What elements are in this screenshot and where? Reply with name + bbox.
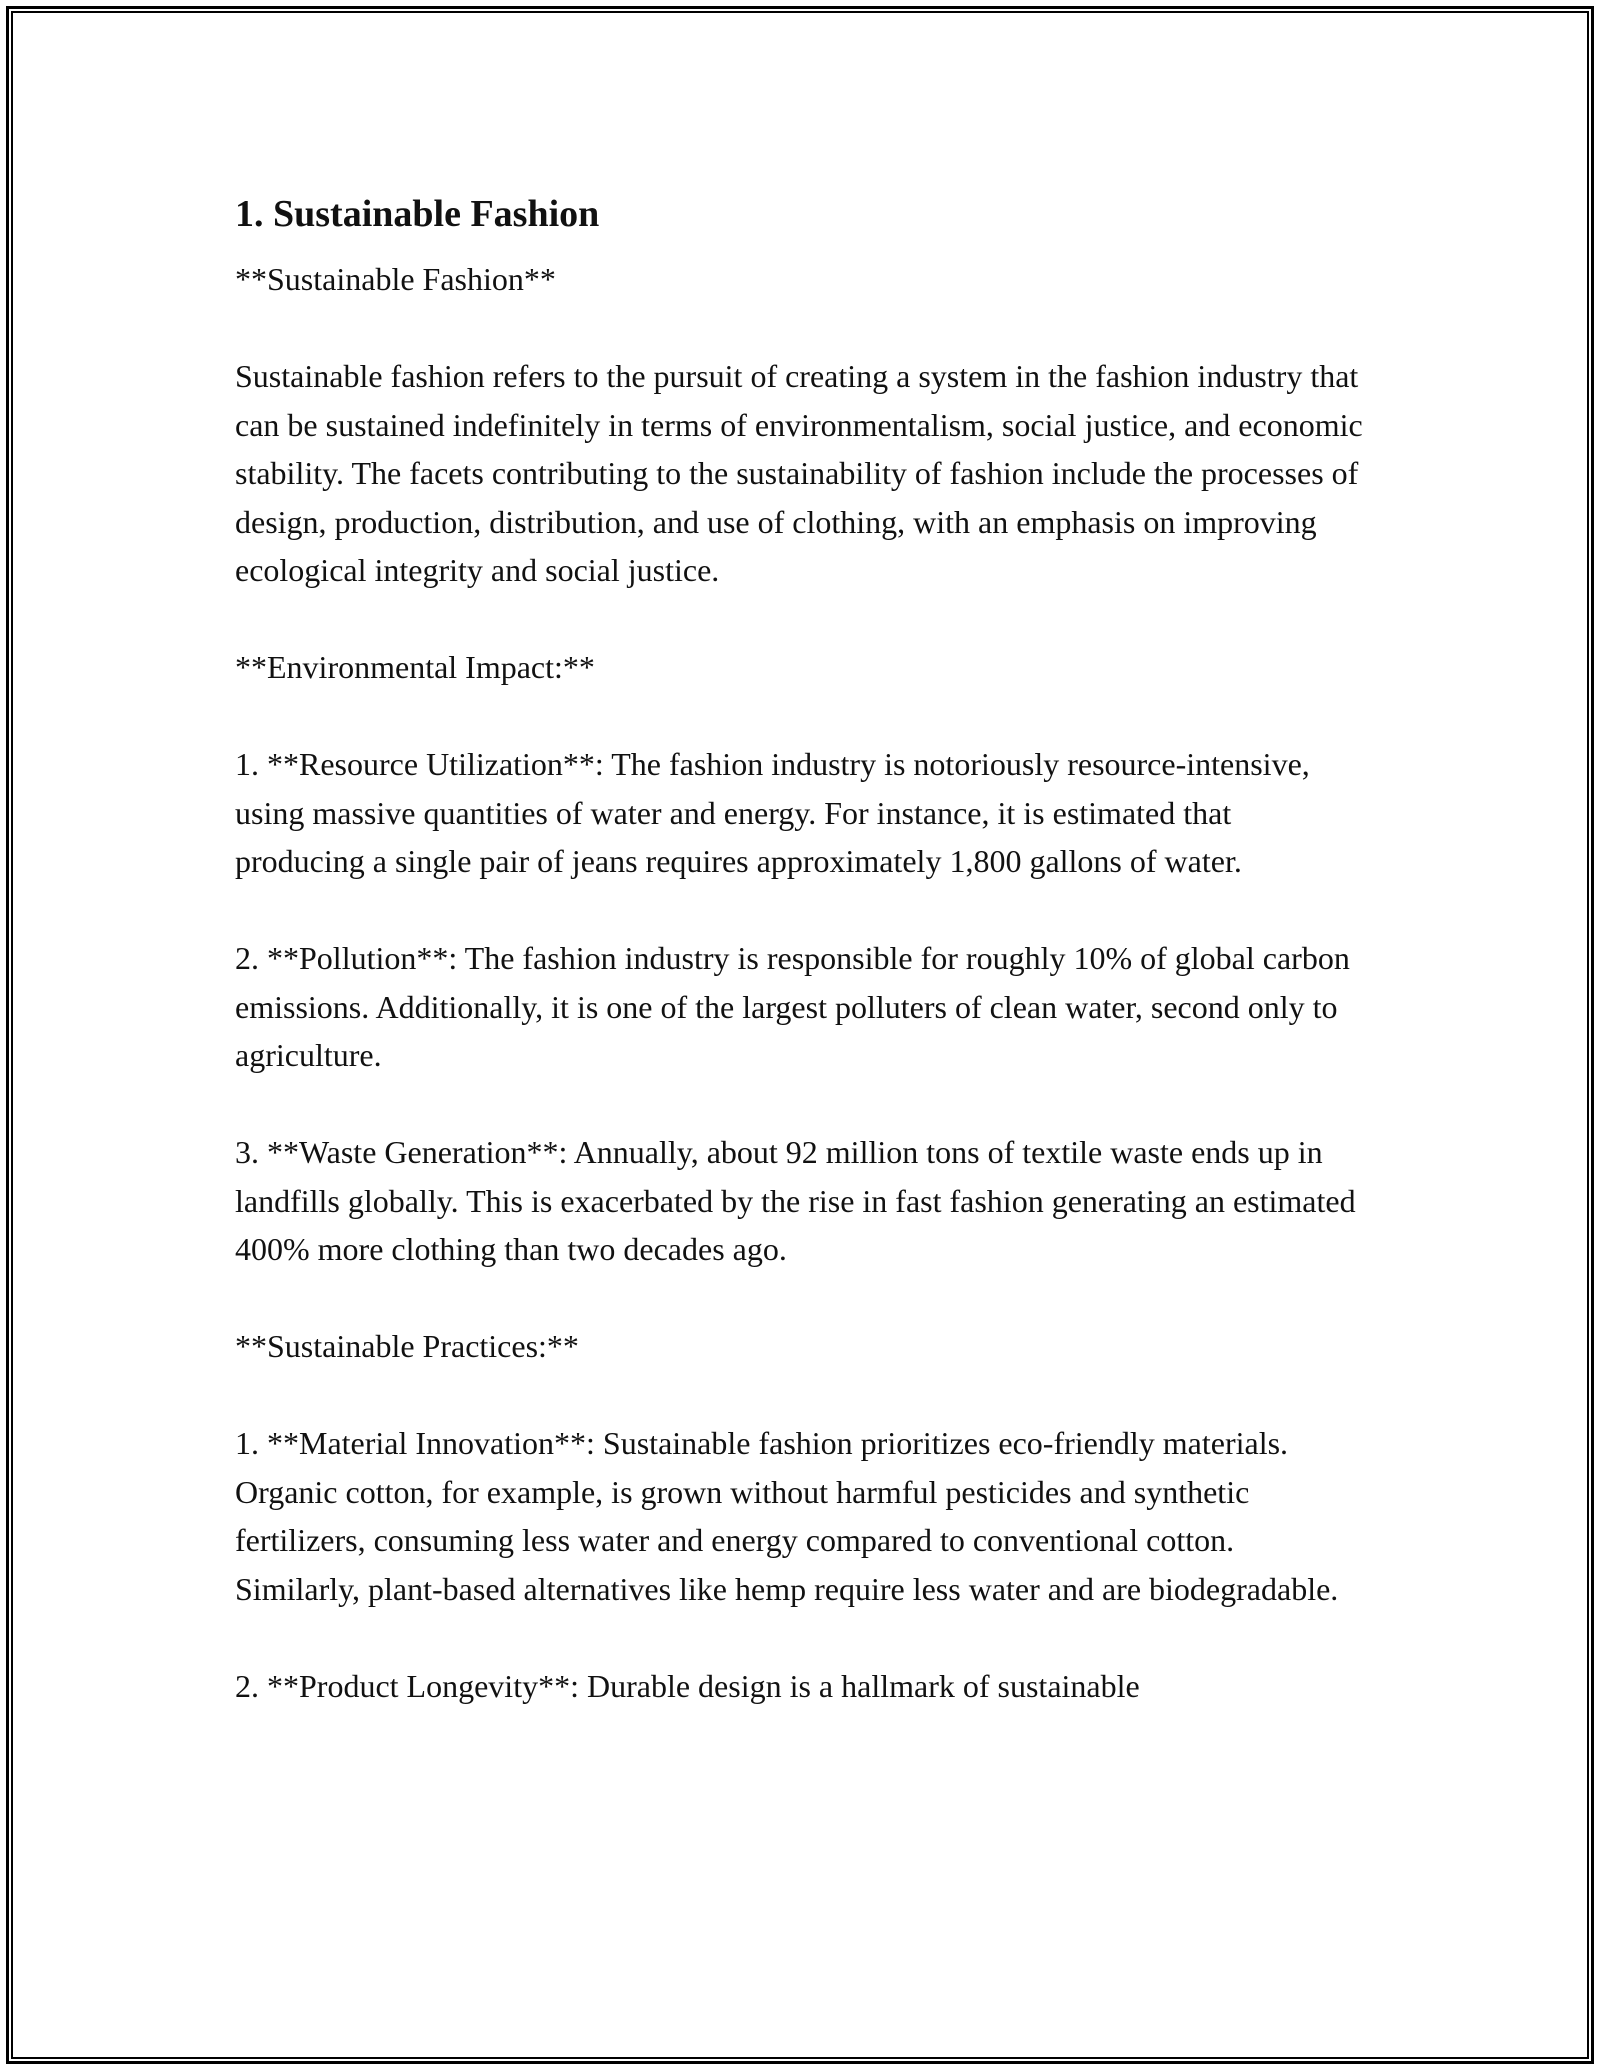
section-heading-environmental-impact: **Environmental Impact:**	[235, 649, 595, 686]
list-item-pollution: 2. **Pollution**: The fashion industry is responsible for roughly 10% of global carbon emissions. Additionally, it is one of the largest polluters of clean water, second only to agriculture.	[235, 940, 1350, 1074]
paragraph-definition: Sustainable fashion refers to the pursuit of creating a system in the fashion industry that can be sustained indefinitely in terms of environmentalism, social justice, and economic stability. The facets contributing to the sustainability of fashion include the processes of design, production, distribution, and use of clothing, with an emphasis on improving ecological integrity and social justice.	[235, 358, 1363, 589]
section-heading-sustainable-practices: **Sustainable Practices:**	[235, 1328, 579, 1365]
list-item-product-longevity: 2. **Product Longevity**: Durable design is a hallmark of sustainable	[235, 1667, 1140, 1704]
paragraph-subtitle: **Sustainable Fashion**	[235, 261, 556, 298]
list-item-waste-generation: 3. **Waste Generation**: Annually, about 92 million tons of textile waste ends up in landfills globally. This is exacerbated by the rise in fast fashion generating an estimated 400% more clothing than two decades ago.	[235, 1134, 1356, 1268]
list-item-resource-utilization: 1. **Resource Utilization**: The fashion industry is notoriously resource-intensive, using massive quantities of water and energy. For instance, it is estimated that producing a single pair of jeans requires approximately 1,800 gallons of water.	[235, 746, 1310, 880]
document-title: 1. Sustainable Fashion	[235, 193, 600, 235]
list-item-material-innovation: 1. **Material Innovation**: Sustainable fashion prioritizes eco-friendly materials. Organic cotton, for example, is grown without harmful pesticides and synthetic fertilizers, consuming less water and energy compared to conventional cotton. Similarly, plant-based alternatives like hemp require less water and are biodegradable.	[235, 1425, 1339, 1607]
document-body	[235, 180, 1365, 1759]
